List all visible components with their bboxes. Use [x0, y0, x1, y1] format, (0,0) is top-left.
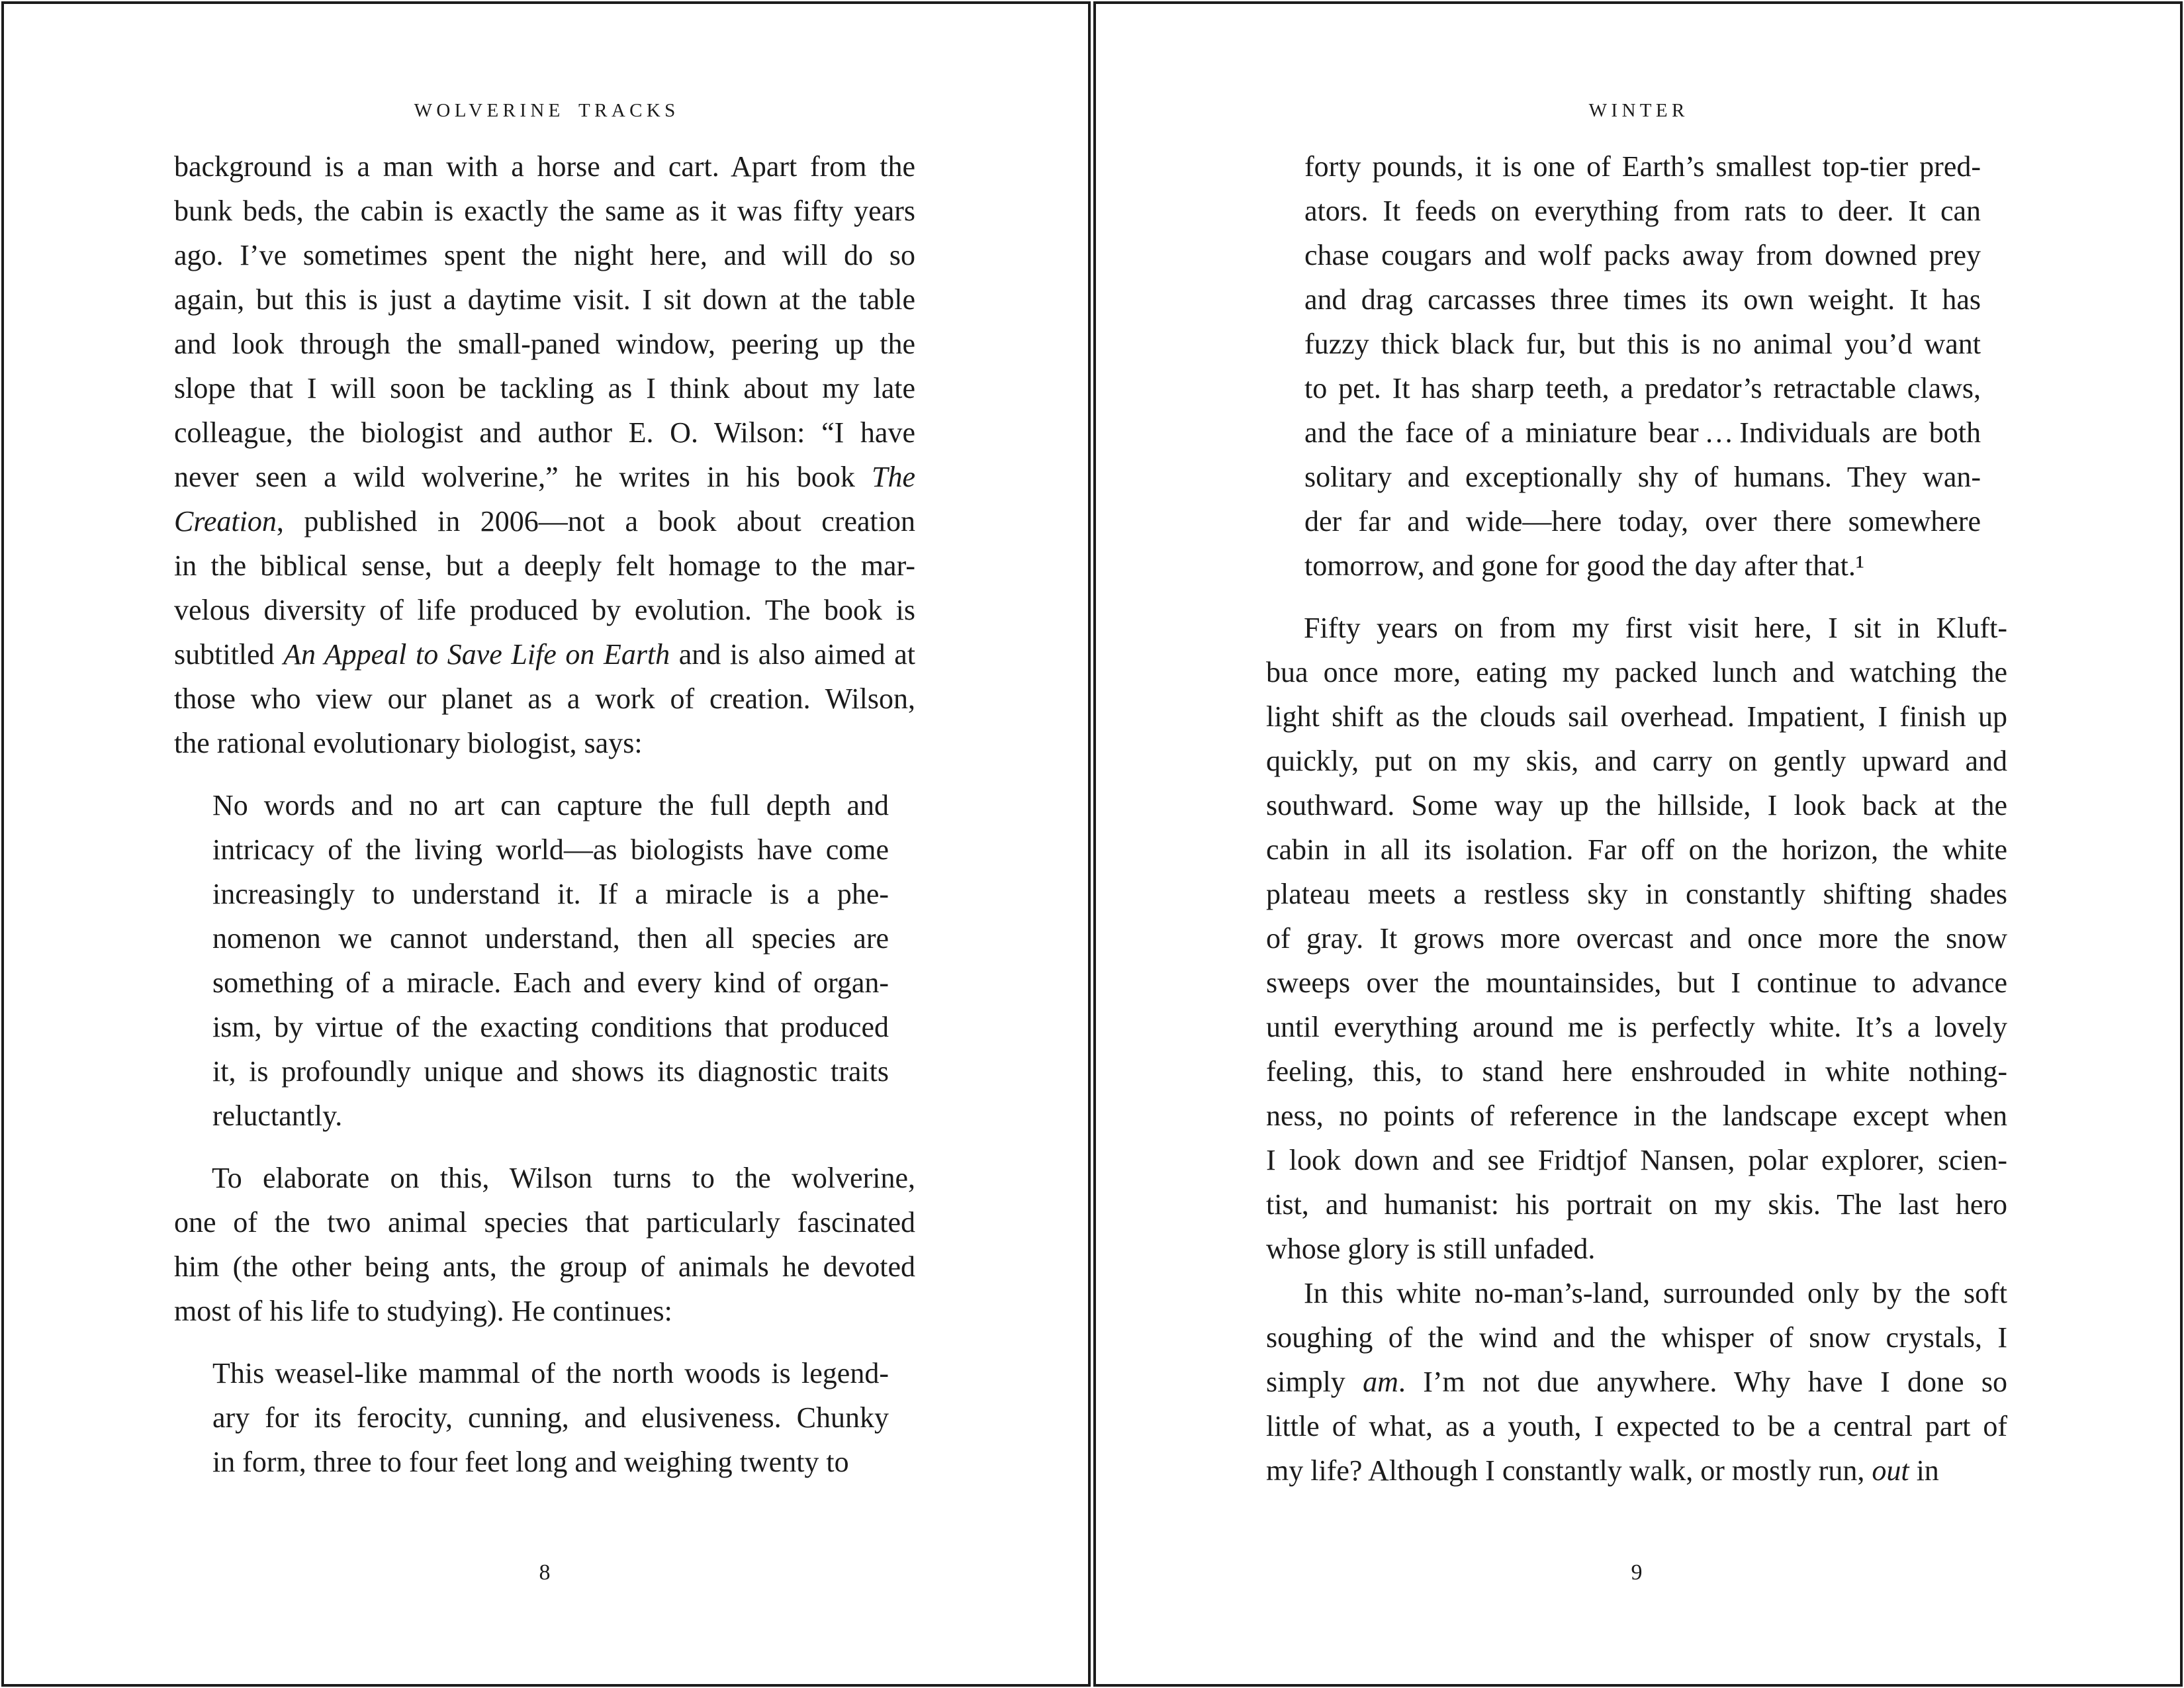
text-line: simply am. I’m not due anywhere. Why have I done so	[1266, 1366, 2008, 1398]
running-head-right: WINTER	[1588, 100, 1689, 121]
text-line: This weasel-like mammal of the north woods is legend-	[212, 1357, 889, 1389]
paragraph	[1266, 606, 2007, 1271]
text-line: soughing of the wind and the whisper of snow crystals, I	[1266, 1321, 2007, 1354]
text-line: No words and no art can capture the full depth and	[212, 789, 889, 821]
text-line: sweeps over the mountainsides, but I continue to advance	[1266, 966, 2007, 999]
text-line: my life? Although I constantly walk, or mostly run, out in	[1266, 1454, 1939, 1487]
page-body-left	[174, 144, 915, 1484]
text-line: until everything around me is perfectly white. It’s a lovely	[1266, 1011, 2007, 1043]
block-quote	[1266, 144, 2007, 588]
text-line: reluctantly.	[212, 1100, 343, 1132]
text-line: subtitled An Appeal to Save Life on Earth and is also aimed at	[174, 638, 915, 671]
text-line: southward. Some way up the hillside, I look back at the	[1266, 789, 2007, 821]
text-line: again, but this is just a daytime visit. I sit down at the table	[174, 283, 915, 316]
text-line: colleague, the biologist and author E. O. Wilson: “I have	[174, 416, 915, 449]
text-line: of gray. It grows more overcast and once more the snow	[1266, 922, 2007, 955]
text-line: Fifty years on from my first visit here, I sit in Kluft-	[1304, 612, 2007, 644]
text-line: little of what, as a youth, I expected to be a central part of	[1266, 1410, 2007, 1442]
text-line: ism, by virtue of the exacting conditions that produced	[212, 1011, 889, 1043]
text-line: intricacy of the living world—as biologists have come	[212, 833, 889, 866]
text-line: something of a miracle. Each and every kind of organ-	[212, 966, 889, 999]
text-line: ness, no points of reference in the landscape except when	[1266, 1100, 2007, 1132]
running-head-left: WOLVERINE TRACKS	[414, 100, 680, 121]
text-line: him (the other being ants, the group of animals he devoted	[174, 1250, 915, 1283]
text-line: most of his life to studying). He continues:	[174, 1295, 672, 1327]
text-line: to pet. It has sharp teeth, a predator’s retractable claws,	[1304, 372, 1981, 404]
text-line: and look through the small-paned window, peering up the	[174, 328, 915, 360]
text-line: light shift as the clouds sail overhead. Impatient, I finish up	[1266, 700, 2007, 733]
text-line: chase cougars and wolf packs away from downed prey	[1304, 239, 1981, 271]
text-line: plateau meets a restless sky in constantly shifting shades	[1266, 878, 2007, 910]
left-page	[1, 1, 1091, 1687]
text-line: In this white no-man’s-land, surrounded only by the soft	[1304, 1277, 2007, 1309]
text-line: ary for its ferocity, cunning, and elusiveness. Chunky	[212, 1401, 889, 1434]
text-line: increasingly to understand it. If a miracle is a phe-	[212, 878, 889, 910]
page-number-left: 8	[539, 1560, 551, 1585]
block-quote	[174, 1351, 915, 1484]
text-line: Creation, published in 2006—not a book about creation	[174, 505, 915, 538]
paragraph	[174, 1156, 915, 1333]
text-line: der far and wide—here today, over there somewhere	[1304, 505, 1981, 538]
page-number-right: 9	[1631, 1560, 1643, 1585]
text-line: ators. It feeds on everything from rats to deer. It can	[1304, 195, 1981, 227]
text-line: bunk beds, the cabin is exactly the same as it was fifty years	[174, 195, 915, 227]
paragraph	[1266, 1271, 2007, 1493]
text-line: fuzzy thick black fur, but this is no animal you’d want	[1304, 328, 1981, 360]
text-line: in form, three to four feet long and weighing twenty to	[212, 1446, 849, 1478]
text-line: never seen a wild wolverine,” he writes in his book The	[174, 461, 915, 493]
text-line: I look down and see Fridtjof Nansen, polar explorer, scien-	[1266, 1144, 2007, 1176]
text-line: bua once more, eating my packed lunch and watching the	[1266, 656, 2007, 688]
text-line: background is a man with a horse and cart. Apart from the	[174, 150, 915, 183]
page-body-right	[1266, 144, 2007, 1493]
text-line: in the biblical sense, but a deeply felt homage to the mar-	[174, 549, 915, 582]
text-line: one of the two animal species that particularly fascinated	[174, 1206, 915, 1239]
text-line: To elaborate on this, Wilson turns to the wolverine,	[212, 1162, 915, 1194]
text-line: the rational evolutionary biologist, says:	[174, 727, 643, 759]
paragraph	[174, 144, 915, 765]
text-line: forty pounds, it is one of Earth’s smallest top-tier pred-	[1304, 150, 1981, 183]
text-line: tist, and humanist: his portrait on my skis. The last hero	[1266, 1188, 2007, 1221]
text-line: nomenon we cannot understand, then all species are	[212, 922, 889, 955]
text-line: whose glory is still unfaded.	[1266, 1233, 1596, 1265]
text-line: tomorrow, and gone for good the day after that.¹	[1304, 549, 1865, 582]
text-line: solitary and exceptionally shy of humans. They wan-	[1304, 461, 1981, 493]
text-line: feeling, this, to stand here enshrouded in white nothing-	[1266, 1055, 2007, 1088]
block-quote	[174, 783, 915, 1138]
text-line: slope that I will soon be tackling as I think about my late	[174, 372, 915, 404]
text-line: and drag carcasses three times its own weight. It has	[1304, 283, 1981, 316]
text-line: quickly, put on my skis, and carry on gently upward and	[1266, 745, 2007, 777]
text-line: cabin in all its isolation. Far off on the horizon, the white	[1266, 833, 2007, 866]
right-page	[1093, 1, 2183, 1687]
text-line: velous diversity of life produced by evolution. The book is	[174, 594, 915, 626]
text-line: ago. I’ve sometimes spent the night here, and will do so	[174, 239, 915, 271]
text-line: those who view our planet as a work of creation. Wilson,	[174, 682, 915, 715]
text-line: and the face of a miniature bear … Individuals are both	[1304, 416, 1981, 449]
text-line: it, is profoundly unique and shows its diagnostic traits	[212, 1055, 889, 1088]
